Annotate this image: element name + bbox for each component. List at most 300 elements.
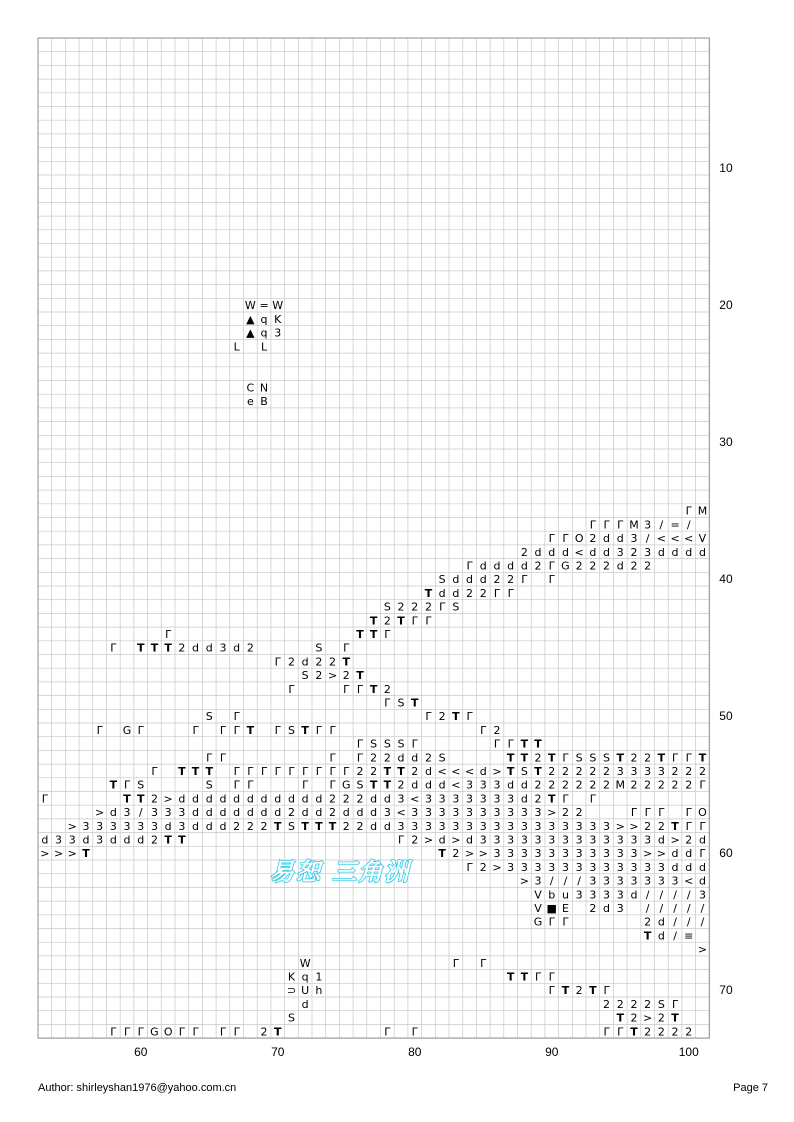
- stitch-symbol: 2: [644, 559, 652, 573]
- stitch-symbol: 3: [616, 833, 624, 847]
- stitch-symbol: d: [657, 833, 665, 847]
- stitch-symbol: Γ: [562, 751, 569, 765]
- stitch-symbol: W: [272, 299, 284, 313]
- stitch-symbol: 2: [438, 710, 446, 724]
- column-label: 90: [545, 1045, 559, 1060]
- stitch-symbol: 3: [589, 860, 597, 874]
- stitch-symbol: d: [685, 847, 693, 861]
- stitch-symbol: 2: [479, 586, 487, 600]
- stitch-symbol: /: [686, 901, 691, 915]
- stitch-symbol: 2: [616, 997, 624, 1011]
- stitch-symbol: V: [534, 901, 542, 915]
- stitch-symbol: 3: [520, 819, 528, 833]
- stitch-symbol: T: [164, 641, 172, 655]
- stitch-symbol: Γ: [384, 627, 391, 641]
- stitch-symbol: 2: [287, 655, 295, 669]
- stitch-symbol: S: [438, 751, 446, 765]
- stitch-symbol: /: [673, 901, 677, 915]
- stitch-symbol: Γ: [356, 737, 364, 751]
- stitch-symbol: /: [686, 518, 691, 532]
- stitch-symbol: T: [520, 970, 529, 984]
- stitch-symbol: q: [260, 312, 268, 326]
- stitch-symbol: 3: [589, 819, 597, 833]
- stitch-symbol: 3: [452, 792, 460, 806]
- stitch-symbol: d: [616, 532, 624, 546]
- stitch-symbol: <: [396, 806, 406, 820]
- stitch-symbol: Γ: [356, 751, 364, 765]
- stitch-symbol: d: [671, 860, 679, 874]
- stitch-symbol: d: [671, 545, 679, 559]
- stitch-symbol: 2: [493, 573, 501, 587]
- stitch-symbol: 3: [219, 641, 227, 655]
- stitch-symbol: Γ: [548, 970, 555, 984]
- stitch-symbol: d: [383, 792, 391, 806]
- stitch-symbol: u: [561, 888, 569, 902]
- stitch-symbol: d: [260, 806, 268, 820]
- stitch-symbol: Γ: [288, 764, 295, 778]
- stitch-symbol: 3: [561, 860, 569, 874]
- stitch-symbol: Γ: [685, 806, 692, 820]
- column-axis-labels: [134, 1045, 699, 1059]
- stitch-symbol: Γ: [425, 710, 432, 724]
- stitch-symbol: C: [246, 381, 255, 395]
- stitch-symbol: 2: [370, 751, 378, 765]
- stitch-symbol: T: [589, 984, 597, 998]
- stitch-symbol: d: [41, 833, 49, 847]
- stitch-symbol: >: [423, 833, 434, 847]
- stitch-symbol: 3: [397, 819, 405, 833]
- stitch-symbol: Γ: [384, 696, 391, 710]
- stitch-symbol: 3: [630, 764, 638, 778]
- stitch-symbol: d: [507, 778, 515, 792]
- stitch-symbol: Γ: [384, 1025, 391, 1039]
- stitch-symbol: d: [233, 806, 241, 820]
- stitch-symbol: Γ: [617, 1025, 624, 1039]
- stitch-symbol: 3: [698, 888, 706, 902]
- stitch-symbol: 3: [178, 819, 186, 833]
- stitch-symbol: d: [315, 806, 323, 820]
- stitch-symbol: /: [645, 888, 650, 902]
- stitch-symbol: Γ: [274, 723, 281, 737]
- stitch-symbol: Γ: [397, 833, 405, 847]
- stitch-symbol: d: [657, 915, 665, 929]
- stitch-symbol: 3: [137, 819, 145, 833]
- stitch-symbol: 2: [246, 641, 254, 655]
- stitch-symbol: S: [287, 1011, 295, 1025]
- stitch-symbol: S: [575, 751, 583, 765]
- stitch-symbol: 3: [534, 874, 542, 888]
- stitch-symbol: Γ: [233, 710, 240, 724]
- stitch-symbol: T: [671, 819, 679, 833]
- stitch-symbol: /: [659, 901, 664, 915]
- stitch-symbol: T: [643, 929, 652, 943]
- stitch-symbol: d: [479, 559, 487, 573]
- stitch-symbol: 3: [671, 874, 679, 888]
- stitch-symbol: T: [561, 984, 570, 998]
- stitch-symbol: 1: [315, 970, 323, 984]
- stitch-symbol: 2: [411, 833, 419, 847]
- stitch-symbol: d: [548, 545, 556, 559]
- stitch-symbol: d: [233, 641, 241, 655]
- stitch-symbol: 2: [329, 655, 337, 669]
- stitch-symbol: 3: [630, 860, 638, 874]
- stitch-symbol: T: [698, 751, 707, 765]
- stitch-symbol: 2: [397, 778, 405, 792]
- stitch-symbol: Γ: [671, 997, 679, 1011]
- stitch-symbol: 2: [370, 764, 378, 778]
- stitch-symbol: >: [67, 847, 77, 861]
- stitch-symbol: Γ: [658, 806, 665, 820]
- stitch-symbol: Γ: [274, 655, 281, 669]
- stitch-symbol: d: [438, 833, 446, 847]
- stitch-symbol: 2: [534, 778, 542, 792]
- stitch-symbol: M: [629, 518, 639, 532]
- stitch-symbol: S: [397, 696, 405, 710]
- stitch-symbol: d: [671, 847, 679, 861]
- stitch-symbol: 2: [287, 806, 295, 820]
- stitch-symbol: d: [698, 874, 706, 888]
- stitch-symbol: 3: [150, 806, 158, 820]
- stitch-symbol: 2: [644, 997, 652, 1011]
- stitch-symbol: B: [260, 395, 268, 409]
- page-number: Page 7: [733, 1082, 768, 1094]
- stitch-symbol: b: [548, 888, 556, 902]
- stitch-symbol: d: [657, 929, 665, 943]
- stitch-symbol: /: [563, 874, 568, 888]
- stitch-symbol: <: [684, 532, 694, 546]
- stitch-symbol: 3: [561, 819, 569, 833]
- stitch-symbol: >: [464, 847, 475, 861]
- stitch-symbol: O: [574, 532, 584, 546]
- stitch-symbol: T: [82, 847, 90, 861]
- stitch-symbol: Γ: [507, 586, 514, 600]
- stitch-symbol: T: [671, 1011, 679, 1025]
- stitch-symbol: q: [301, 970, 309, 984]
- stitch-symbol: T: [397, 764, 405, 778]
- stitch-symbol: Γ: [466, 860, 473, 874]
- stitch-symbol: 2: [260, 1025, 268, 1039]
- stitch-symbol: d: [507, 559, 515, 573]
- stitch-symbol: S: [356, 778, 364, 792]
- stitch-symbol: S: [205, 778, 213, 792]
- stitch-symbol: 3: [534, 806, 542, 820]
- stitch-symbol: 2: [575, 806, 583, 820]
- stitch-symbol: 2: [671, 764, 679, 778]
- stitch-symbol: T: [273, 819, 282, 833]
- stitch-symbol: >: [656, 847, 666, 861]
- stitch-symbol: T: [356, 669, 364, 683]
- stitch-symbol: 3: [479, 806, 487, 820]
- stitch-symbol: V: [534, 888, 542, 902]
- stitch-symbol: d: [274, 806, 282, 820]
- stitch-symbol: T: [506, 764, 515, 778]
- stitch-symbol: 3: [55, 833, 63, 847]
- stitch-symbol: 3: [589, 888, 597, 902]
- stitch-symbol: d: [205, 641, 213, 655]
- stitch-symbol: 3: [520, 860, 528, 874]
- stitch-symbol: 2: [150, 792, 158, 806]
- stitch-symbol: 3: [507, 833, 515, 847]
- stitch-symbol: 3: [616, 847, 624, 861]
- stitch-symbol: 3: [493, 847, 501, 861]
- stitch-symbol: 3: [109, 819, 117, 833]
- stitch-symbol: Γ: [630, 806, 638, 820]
- stitch-symbol: 3: [507, 819, 515, 833]
- stitch-symbol: 2: [685, 1025, 693, 1039]
- stitch-symbol: 2: [644, 778, 652, 792]
- stitch-symbol: 3: [644, 518, 652, 532]
- stitch-symbol: d: [698, 833, 706, 847]
- stitch-symbol: d: [301, 792, 309, 806]
- stitch-symbol: 3: [507, 806, 515, 820]
- stitch-symbol: 3: [589, 874, 597, 888]
- stitch-symbol: d: [493, 559, 501, 573]
- stitch-symbol: d: [219, 792, 227, 806]
- stitch-symbol: Γ: [219, 1025, 227, 1039]
- stitch-symbol: Γ: [589, 518, 596, 532]
- stitch-symbol: Γ: [617, 518, 624, 532]
- stitch-symbol: 3: [616, 764, 624, 778]
- stitch-symbol: S: [520, 764, 528, 778]
- stitch-symbol: 2: [575, 778, 583, 792]
- stitch-symbol: Γ: [507, 737, 514, 751]
- stitch-symbol: 3: [466, 819, 474, 833]
- stitch-symbol: 2: [685, 833, 693, 847]
- stitch-symbol: 3: [507, 847, 515, 861]
- stitch-symbol: 3: [411, 806, 419, 820]
- stitch-symbol: Γ: [603, 1025, 610, 1039]
- stitch-symbol: Γ: [439, 600, 446, 614]
- stitch-symbol: 2: [589, 778, 597, 792]
- stitch-symbol: 3: [466, 778, 474, 792]
- stitch-symbol: Γ: [562, 915, 569, 929]
- stitch-symbol: 2: [561, 806, 569, 820]
- stitch-symbol: G: [533, 915, 543, 929]
- stitch-symbol: Γ: [302, 778, 309, 792]
- stitch-symbol: d: [356, 806, 364, 820]
- stitch-symbol: 2: [644, 1025, 652, 1039]
- stitch-symbol: T: [164, 833, 172, 847]
- stitch-symbol: Γ: [699, 778, 706, 792]
- stitch-symbol: d: [192, 641, 200, 655]
- stitch-symbol: 3: [164, 806, 172, 820]
- stitch-symbol: 3: [534, 833, 542, 847]
- stitch-symbol: d: [178, 792, 186, 806]
- stitch-symbol: d: [219, 806, 227, 820]
- stitch-symbol: 3: [438, 819, 446, 833]
- stitch-symbol: T: [383, 778, 392, 792]
- stitch-symbol: T: [534, 737, 542, 751]
- stitch-symbol: 3: [479, 833, 487, 847]
- stitch-symbol: Γ: [562, 792, 569, 806]
- stitch-symbol: Γ: [493, 586, 501, 600]
- stitch-symbol: Γ: [534, 970, 542, 984]
- stitch-symbol: Γ: [96, 723, 103, 737]
- stitch-symbol: Γ: [274, 764, 281, 778]
- stitch-symbol: d: [589, 545, 597, 559]
- stitch-symbol: d: [616, 559, 624, 573]
- stitch-symbol: /: [686, 915, 691, 929]
- stitch-symbol: 3: [493, 792, 501, 806]
- stitch-symbol: 3: [150, 819, 158, 833]
- stitch-symbol: d: [452, 586, 460, 600]
- stitch-symbol: T: [369, 614, 378, 628]
- stitch-symbol: 3: [411, 819, 419, 833]
- stitch-symbol: Γ: [192, 723, 199, 737]
- stitch-symbol: Γ: [260, 764, 268, 778]
- stitch-symbol: q: [260, 326, 268, 340]
- stitch-symbol: Γ: [685, 819, 692, 833]
- stitch-symbol: >: [492, 764, 502, 778]
- stitch-symbol: 3: [520, 833, 528, 847]
- stitch-symbol: <: [464, 764, 475, 778]
- stitch-symbol: d: [219, 819, 227, 833]
- stitch-symbol: d: [466, 573, 474, 587]
- stitch-symbol: Γ: [603, 984, 610, 998]
- stitch-symbol: T: [356, 627, 364, 641]
- column-label: 70: [271, 1045, 285, 1060]
- stitch-symbol: d: [397, 751, 405, 765]
- stitch-symbol: Γ: [329, 723, 336, 737]
- stitch-symbol: T: [178, 833, 186, 847]
- stitch-symbol: T: [136, 641, 145, 655]
- stitch-symbol: 3: [616, 860, 624, 874]
- stitch-symbol: 3: [493, 778, 501, 792]
- stitch-symbol: N: [259, 381, 269, 395]
- stitch-symbol: 3: [520, 806, 528, 820]
- stitch-symbol: 3: [534, 860, 542, 874]
- stitch-symbol: 3: [575, 833, 583, 847]
- stitch-symbol: 3: [644, 860, 652, 874]
- stitch-symbol: d: [698, 860, 706, 874]
- stitch-symbol: >: [547, 806, 557, 820]
- stitch-symbol: 3: [548, 847, 556, 861]
- stitch-symbol: S: [205, 710, 213, 724]
- stitch-symbol: 3: [479, 819, 487, 833]
- stitch-symbol: d: [287, 792, 295, 806]
- stitch-symbol: Γ: [329, 778, 336, 792]
- stitch-symbol: Γ: [343, 641, 350, 655]
- stitch-symbol: Γ: [480, 956, 487, 970]
- stitch-symbol: 3: [630, 833, 638, 847]
- stitch-symbol: 2: [561, 764, 569, 778]
- stitch-symbol: S: [657, 997, 665, 1011]
- stitch-symbol: >: [451, 833, 461, 847]
- stitch-symbol: Γ: [219, 751, 227, 765]
- stitch-symbol: Γ: [603, 518, 610, 532]
- stitch-symbol: 2: [315, 669, 323, 683]
- stitch-symbol: T: [506, 751, 515, 765]
- stitch-symbol: Γ: [699, 819, 706, 833]
- stitch-symbol: 2: [589, 559, 597, 573]
- stitch-symbol: T: [424, 586, 433, 600]
- stitch-symbol: 2: [342, 669, 350, 683]
- stitch-symbol: <: [574, 545, 584, 559]
- stitch-symbol: 3: [644, 833, 652, 847]
- row-label: 60: [719, 846, 733, 861]
- stitch-symbol: >: [519, 874, 529, 888]
- stitch-symbol: 2: [424, 751, 432, 765]
- stitch-symbol: 3: [616, 901, 624, 915]
- stitch-symbol: 2: [356, 764, 364, 778]
- stitch-symbol: Γ: [685, 751, 692, 765]
- stitch-symbol: Γ: [178, 1025, 185, 1039]
- stitch-symbol: /: [659, 888, 664, 902]
- stitch-symbol: 2: [178, 641, 186, 655]
- stitch-symbol: d: [192, 792, 200, 806]
- stitch-symbol: 3: [123, 806, 131, 820]
- stitch-symbol: d: [274, 792, 282, 806]
- stitch-symbol: d: [301, 997, 309, 1011]
- stitch-symbol: S: [383, 600, 391, 614]
- stitch-symbol: S: [301, 669, 309, 683]
- stitch-symbol: <: [451, 778, 461, 792]
- stitch-symbol: d: [370, 819, 378, 833]
- stitch-symbol: 2: [383, 751, 391, 765]
- stitch-symbol: d: [301, 655, 309, 669]
- stitch-symbol: 2: [356, 792, 364, 806]
- stitch-symbol: 3: [603, 847, 611, 861]
- stitch-symbol: >: [697, 943, 708, 957]
- stitch-symbol: T: [547, 792, 556, 806]
- stitch-symbol: Γ: [699, 847, 706, 861]
- stitch-symbol: 2: [685, 764, 693, 778]
- stitch-symbol: 2: [657, 778, 665, 792]
- stitch-symbol: d: [685, 545, 693, 559]
- row-label: 50: [719, 709, 733, 724]
- stitch-symbol: Γ: [521, 573, 528, 587]
- stitch-symbol: d: [164, 819, 172, 833]
- stitch-symbol: G: [561, 559, 570, 573]
- stitch-symbol: 2: [383, 614, 391, 628]
- stitch-symbol: G: [122, 723, 132, 737]
- stitch-symbol: 3: [561, 833, 569, 847]
- stitch-symbol: T: [438, 847, 446, 861]
- stitch-symbol: Γ: [315, 764, 322, 778]
- stitch-symbol: T: [520, 737, 529, 751]
- stitch-symbol: S: [383, 737, 391, 751]
- stitch-symbol: 3: [424, 819, 432, 833]
- stitch-symbol: 3: [630, 874, 638, 888]
- stitch-symbol: <: [684, 874, 694, 888]
- stitch-symbol: O: [163, 1025, 173, 1039]
- stitch-symbol: 2: [397, 600, 405, 614]
- row-label: 30: [719, 435, 733, 450]
- stitch-symbol: 2: [150, 833, 158, 847]
- stitch-symbol: 3: [603, 833, 611, 847]
- stitch-symbol: S: [589, 751, 597, 765]
- stitch-symbol: 2: [630, 778, 638, 792]
- stitch-symbol: 2: [329, 806, 337, 820]
- stitch-symbol: 2: [534, 559, 542, 573]
- stitch-symbol: 2: [534, 792, 542, 806]
- stitch-symbol: Γ: [41, 792, 48, 806]
- stitch-symbol: >: [643, 1011, 653, 1025]
- stitch-symbol: T: [616, 1011, 625, 1025]
- stitch-symbol: d: [520, 778, 528, 792]
- stitch-symbol: 2: [246, 819, 254, 833]
- stitch-symbol: S: [397, 737, 405, 751]
- stitch-symbol: Γ: [356, 682, 364, 696]
- stitch-symbol: 3: [493, 833, 501, 847]
- stitch-symbol: d: [452, 573, 460, 587]
- stitch-symbol: 2: [548, 764, 556, 778]
- stitch-symbol: Γ: [548, 915, 555, 929]
- stitch-symbol: T: [369, 778, 378, 792]
- stitch-symbol: 2: [520, 545, 528, 559]
- stitch-symbol: T: [616, 751, 625, 765]
- stitch-symbol: Γ: [671, 751, 679, 765]
